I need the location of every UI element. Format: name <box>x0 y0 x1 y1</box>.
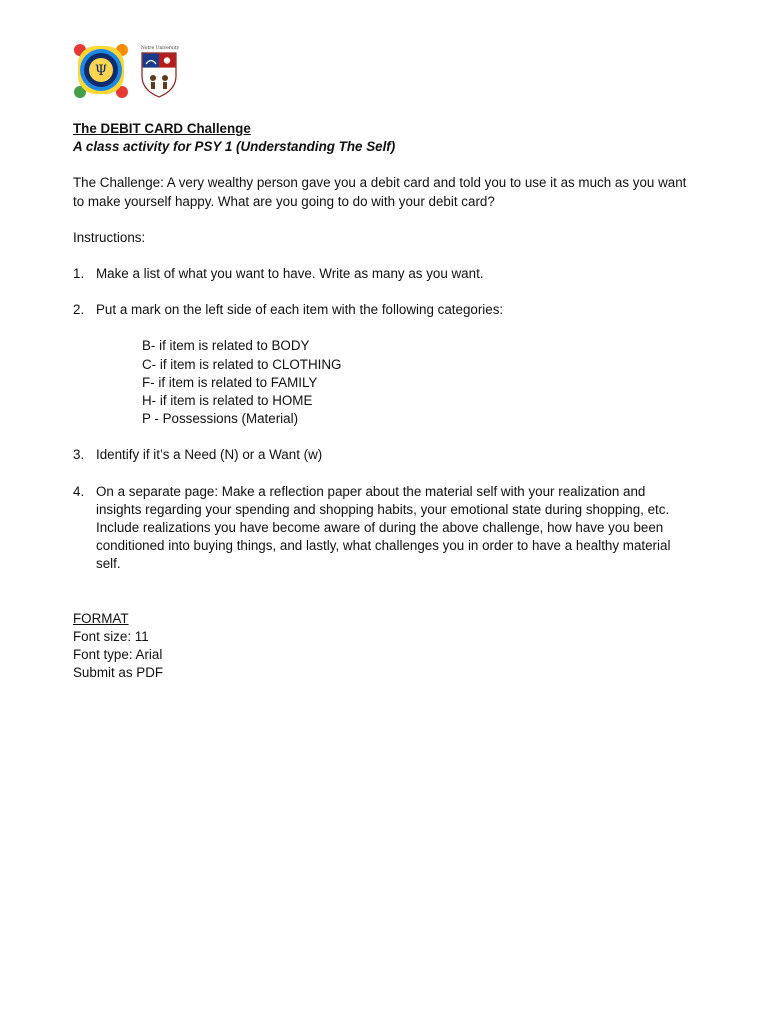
instruction-number: 2. <box>73 302 85 318</box>
instruction-item <box>73 265 693 283</box>
instruction-number: 4. <box>73 483 85 499</box>
format-submit: Submit as PDF <box>73 665 164 681</box>
category-item: F- if item is related to FAMILY <box>142 374 318 390</box>
psi-symbol-icon: Ψ <box>94 63 108 79</box>
instruction-item <box>73 446 693 464</box>
document-body <box>73 120 693 682</box>
document-subtitle: A class activity for PSY 1 (Understanding The Self) <box>73 139 396 155</box>
instruction-text: On a separate page: Make a reflection paper about the material self with your realization and insights regarding your spending and shopping habits, your emotional state during shopping, etc. Include realizations you have become aware of during the above challenge, how have you been conditioned into buying things, and lastly, what challenges you in order to have a healthy material self. <box>96 483 671 572</box>
category-item: P - Possessions (Material) <box>142 411 299 427</box>
category-list <box>142 337 693 428</box>
category-item: H- if item is related to HOME <box>142 393 313 409</box>
instruction-item <box>73 483 693 574</box>
format-font-type: Font type: Arial <box>73 647 163 663</box>
document-title: The DEBIT CARD Challenge <box>73 121 251 136</box>
header-logos <box>72 42 180 100</box>
instruction-text: Identify if it’s a Need (N) or a Want (w) <box>96 447 323 463</box>
university-seal <box>136 42 180 100</box>
challenge-paragraph: The Challenge: A very wealthy person gave you a debit card and told you to use it as much as you want to make yourself happy. What are you going to do with your debit card? <box>73 175 687 209</box>
instructions-list <box>73 265 693 574</box>
instructions-heading: Instructions: <box>73 229 146 245</box>
instruction-item <box>73 301 693 428</box>
instruction-text: Make a list of what you want to have. Write as many as you want. <box>96 266 484 282</box>
category-item: B- if item is related to BODY <box>142 338 310 354</box>
format-heading: FORMAT <box>73 610 129 626</box>
psychology-society-logo <box>72 42 130 100</box>
format-font-size: Font size: 11 <box>73 628 149 644</box>
instruction-text: Put a mark on the left side of each item with the following categories: <box>96 302 504 318</box>
category-item: C- if item is related to CLOTHING <box>142 356 342 372</box>
instruction-number: 1. <box>73 266 85 282</box>
instruction-number: 3. <box>73 447 85 463</box>
university-name: Notre University <box>140 46 180 51</box>
